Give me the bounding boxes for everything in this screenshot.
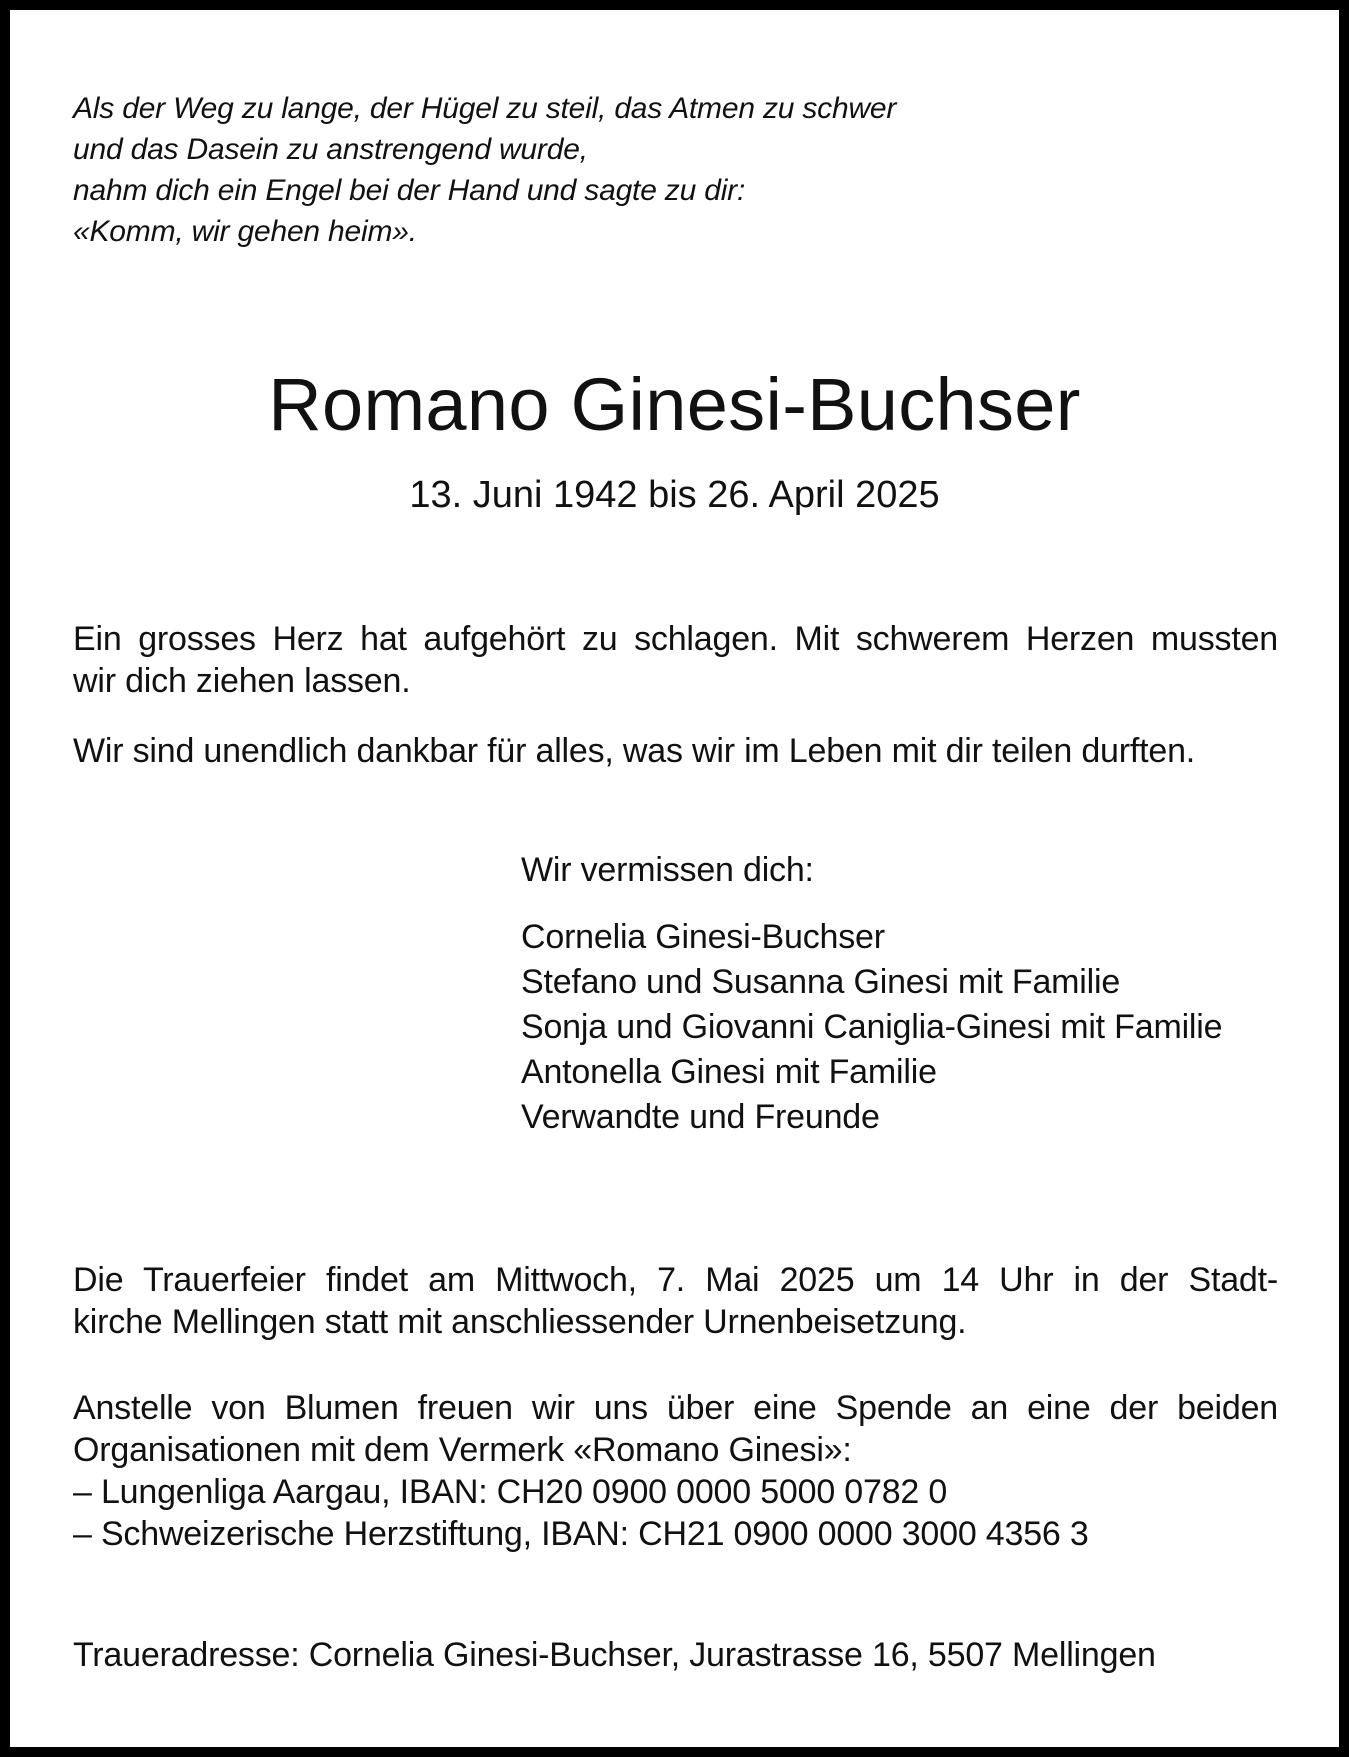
poem-line: «Komm, wir gehen heim». xyxy=(73,215,417,248)
mourner-name: Antonella Ginesi mit Familie xyxy=(521,1053,937,1091)
message-paragraph-2 xyxy=(73,730,1278,772)
donation-iban-line: – Lungenliga Aargau, IBAN: CH20 0900 0000 5000 0782 0 xyxy=(73,1473,948,1511)
mourner-name: Verwandte und Freunde xyxy=(521,1098,880,1136)
donation-iban-line: – Schweizerische Herzstiftung, IBAN: CH21 0900 0000 3000 4356 3 xyxy=(73,1515,1089,1553)
poem-line: und das Dasein zu anstrengend wurde, xyxy=(73,133,588,166)
mourning-address: Traueradresse: Cornelia Ginesi-Buchser, Jurastrasse 16, 5507 Mellingen xyxy=(73,1636,1156,1674)
ceremony-line: Die Trauerfeier findet am Mittwoch, 7. Mai 2025 um 14 Uhr in der Stadt- xyxy=(73,1261,1278,1299)
ceremony-line: kirche Mellingen statt mit anschliessender Urnenbeisetzung. xyxy=(73,1303,967,1341)
message-line: Ein grosses Herz hat aufgehört zu schlagen. Mit schwerem Herzen mussten xyxy=(73,620,1278,658)
mourner-name: Cornelia Ginesi-Buchser xyxy=(521,918,885,956)
mourner-name: Sonja und Giovanni Caniglia-Ginesi mit Familie xyxy=(521,1008,1223,1046)
mourners-list xyxy=(521,915,1222,1140)
ceremony-info xyxy=(73,1259,1278,1343)
poem-line: nahm dich ein Engel bei der Hand und sagte zu dir: xyxy=(73,174,746,207)
mourners-heading: Wir vermissen dich: xyxy=(521,851,814,889)
message-line: wir dich ziehen lassen. xyxy=(73,662,411,700)
message-paragraph-1 xyxy=(73,618,1278,702)
donation-line: Organisationen mit dem Vermerk «Romano Ginesi»: xyxy=(73,1431,852,1469)
donation-line: Anstelle von Blumen freuen wir uns über eine Spende an eine der beiden xyxy=(73,1389,1278,1427)
poem-line: Als der Weg zu lange, der Hügel zu steil, das Atmen zu schwer xyxy=(73,92,897,125)
deceased-name: Romano Ginesi-Buchser xyxy=(268,363,1081,446)
poem xyxy=(73,88,896,252)
mourner-name: Stefano und Susanna Ginesi mit Familie xyxy=(521,963,1121,1001)
deceased-dates: 13. Juni 1942 bis 26. April 2025 xyxy=(409,474,940,516)
donation-info xyxy=(73,1387,1278,1555)
message-line: Wir sind unendlich dankbar für alles, was wir im Leben mit dir teilen durften. xyxy=(73,732,1196,770)
